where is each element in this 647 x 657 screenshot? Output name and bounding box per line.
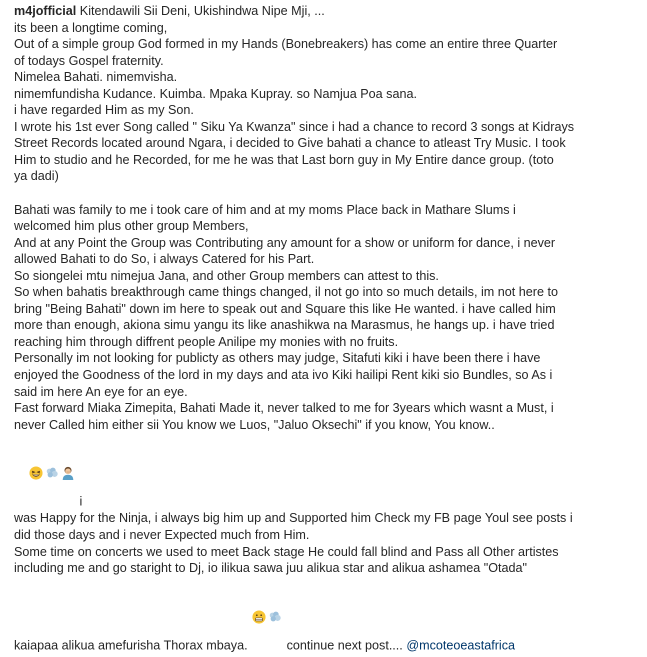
caption-line: Nimelea Bahati. nimemvisha.: [14, 70, 178, 85]
caption-line: was Happy for the Ninja, i always big him up and Supported him Check my FB page Youl see posts i: [14, 511, 573, 526]
grinning-squint-emoji-icon: [29, 433, 43, 447]
person-facepalming-emoji-icon: [61, 433, 75, 447]
caption-line: enjoyed the Goodness of the lord in my days and ata ivo Kiki hailipi Rent kiki sio Bundles, so As i: [14, 368, 553, 383]
grimacing-emoji-icon: [252, 577, 266, 591]
caption-line: of todays Gospel fraternity.: [14, 53, 164, 68]
caption-line: welcomed him plus other group Members,: [14, 219, 249, 234]
caption-first-text: Kitendawili Sii Deni, Ukishindwa Nipe Mji, ...: [79, 4, 325, 18]
caption-line-emoji-tail: i: [76, 494, 83, 509]
paragraph-break: [14, 185, 633, 202]
dashing-away-emoji-icon-2: [268, 577, 282, 591]
caption-line: So siongelei mtu nimejua Jana, and other Group members can attest to this.: [14, 268, 439, 283]
dashing-away-emoji-icon: [45, 433, 59, 447]
caption-last-text: kaiapaa alikua amefurisha Thorax mbaya.: [14, 638, 248, 653]
username-link[interactable]: m4jofficial: [14, 4, 77, 18]
caption-line: did those days and i never Expected much from Him.: [14, 527, 310, 542]
caption-body-after: [14, 510, 633, 576]
caption-line: I wrote his 1st ever Song called " Siku Ya Kwanza" since i had a chance to record 3 songs at Kidrays: [14, 119, 575, 134]
caption-body: [14, 20, 633, 401]
caption-line: ya dadi): [14, 169, 59, 184]
caption-line-emoji-text: never Called him either sii You know we Luos, "Jaluo Oksechi" if you know, You know..: [14, 417, 495, 432]
caption-line: bring "Being Bahati" down im here to speak out and Square this like He wanted. i have called him: [14, 301, 556, 316]
caption-line: Out of a simple group God formed in my Hands (Bonebreakers) has come an entire three Quarter: [14, 37, 558, 52]
mention-link[interactable]: @mcoteoeastafrica: [406, 638, 515, 653]
continue-text: continue next post....: [286, 638, 403, 653]
caption-line-emoji-pre: Fast forward Miaka Zimepita, Bahati Made it, never talked to me for 3years which wasnt a Must, i: [14, 401, 554, 416]
caption-first-line: [14, 3, 633, 20]
caption-line: i have regarded Him as my Son.: [14, 103, 194, 118]
caption-line: allowed Bahati to do So, i always Catered for his Part.: [14, 252, 315, 267]
caption-line: Bahati was family to me i took care of him and at my moms Place back in Mathare Slums i: [14, 202, 516, 217]
caption-line: Him to studio and he Recorded, for me he was that Last born guy in My Entire dance group. (toto: [14, 152, 554, 167]
caption-line: including me and go staright to Dj, io ilikua sawa juu alikua star and alikua ashamea "Otada": [14, 561, 527, 576]
caption-line: Personally im not looking for publicty as others may judge, Sitafuti kiki i have been there i have: [14, 351, 541, 366]
caption-line: reaching him through diffrent people Anilipe my monies with no fruits.: [14, 334, 399, 349]
caption-line: its been a longtime coming,: [14, 20, 168, 35]
caption-line: Some time on concerts we used to meet Back stage He could fall blind and Pass all Other artistes: [14, 544, 559, 559]
caption-line: Street Records located around Ngara, i decided to Give bahati a chance to atleast Try Music. I took: [14, 136, 566, 151]
caption-line: said im here An eye for an eye.: [14, 384, 188, 399]
caption-line: nimemfundisha Kudance. Kuimba. Mpaka Kupray. so Namjua Poa sana.: [14, 86, 417, 101]
caption-last-line: [14, 577, 633, 654]
caption-line: So when bahatis breakthrough came things changed, il not go into so much details, im not here to: [14, 285, 558, 300]
caption-line: more than enough, akiona simu yangu its like anashikwa na Marasmus, he hangs up. i have tried: [14, 318, 555, 333]
caption-line-emoji: [14, 417, 633, 511]
caption-line: And at any Point the Group was Contributing any amount for a show or uniform for dance, i never: [14, 235, 556, 250]
